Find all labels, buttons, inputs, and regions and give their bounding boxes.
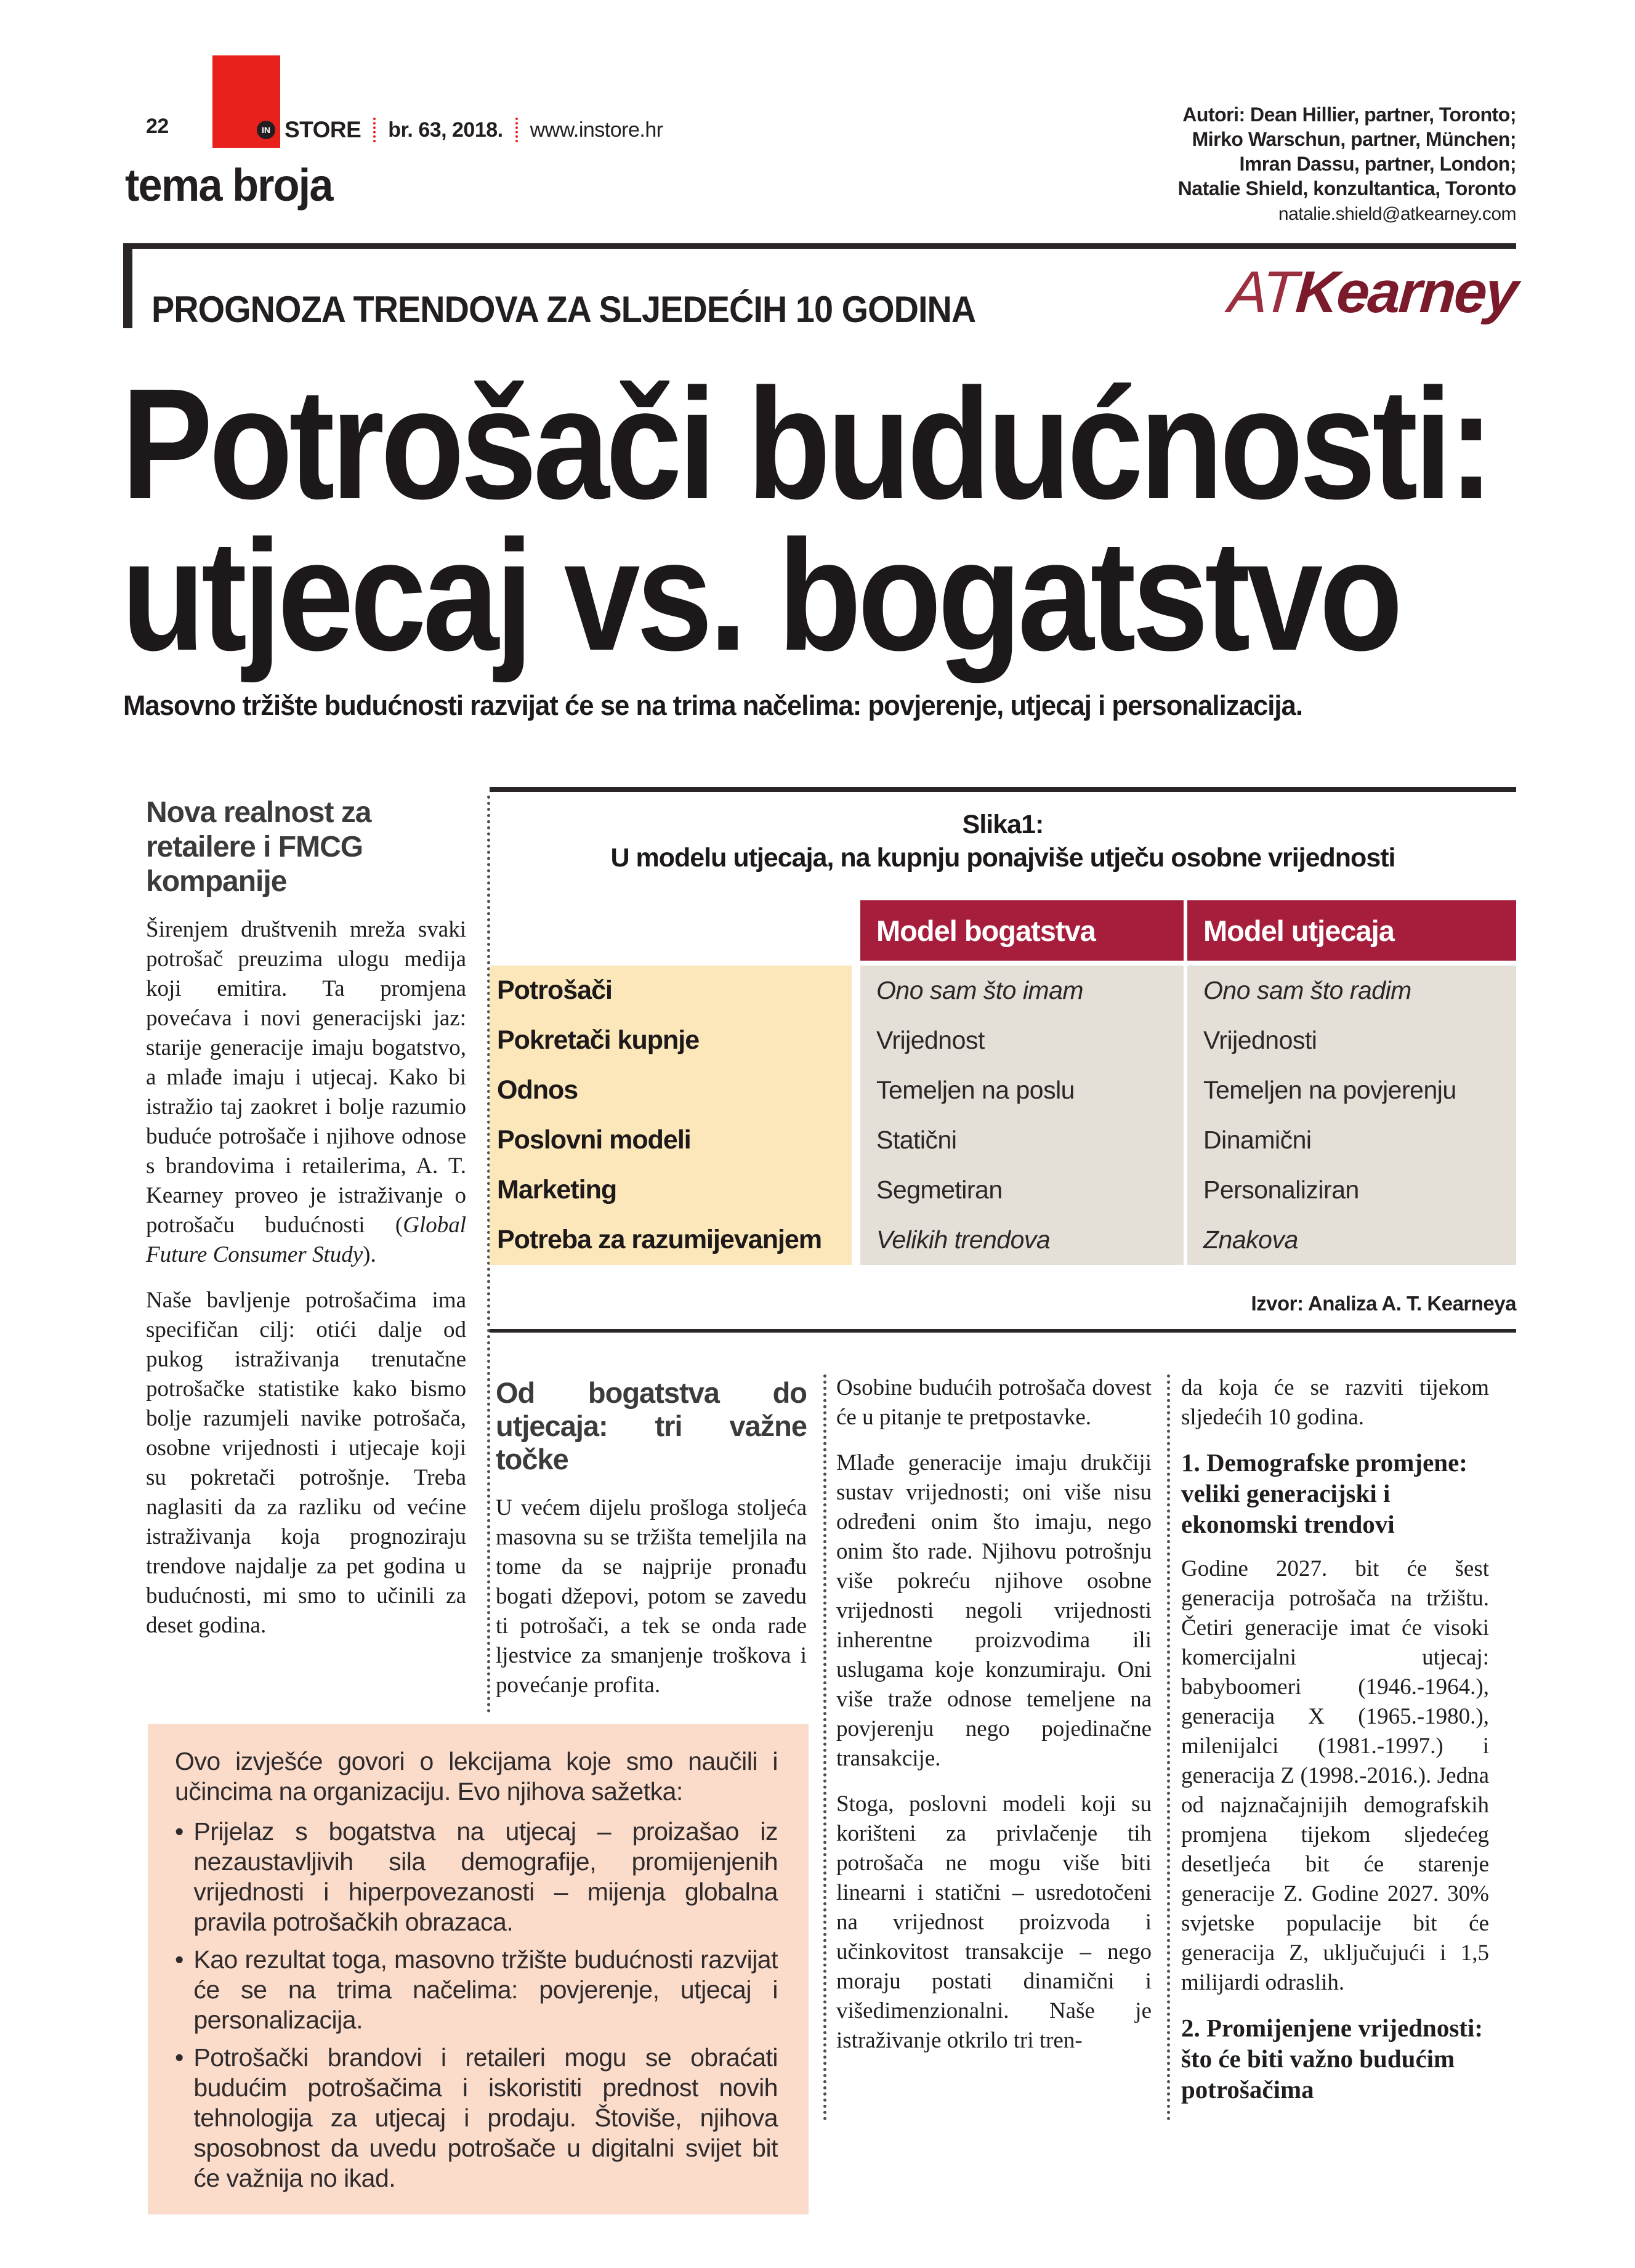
- row-value-wealth: Statični: [860, 1115, 1184, 1165]
- page-number: 22: [146, 115, 169, 138]
- table-row: [490, 1015, 1516, 1065]
- authors-block: [1178, 102, 1516, 227]
- table-row: [490, 1215, 1516, 1265]
- row-value-influence: Personaliziran: [1187, 1165, 1516, 1215]
- figure-source: Izvor: Analiza A. T. Kearneya: [1251, 1292, 1516, 1315]
- issue-number: br. 63, 2018.: [388, 118, 503, 142]
- author-line: Autori: Dean Hillier, partner, Toronto;: [1182, 103, 1516, 126]
- author-line: Natalie Shield, konzultantica, Toronto: [1177, 177, 1516, 200]
- author-line: Mirko Warschun, partner, München;: [1192, 128, 1516, 150]
- bullet-text: Potrošački brandovi i retaileri mogu se obraćati budućim potrošačima i iskoristiti prednost novih tehnologija za utjecaj i prodaju. Štoviše, njihova sposobnost da uvedu potrošače u digitalni svijet bit će važnija no ikad.: [193, 2043, 778, 2192]
- kicker: PROGNOZA TRENDOVA ZA SLJEDEĆIH 10 GODINA: [151, 289, 976, 330]
- summary-box-intro: Ovo izvješće govori o lekcijama koje smo naučili i učincima na organizaciju. Evo njihova sažetka:: [175, 1747, 778, 1806]
- article-title-line2: utjecaj vs. bogatstvo: [121, 507, 1400, 684]
- table-row: [490, 1115, 1516, 1165]
- table-header-model-bogatstva: Model bogatstva: [860, 900, 1184, 961]
- row-value-wealth: Ono sam što imam: [860, 966, 1184, 1015]
- list-item: [175, 1945, 778, 2035]
- row-value-wealth: Temeljen na poslu: [860, 1065, 1184, 1115]
- paragraph-text: Širenjem društvenih mreža svaki potrošač preuzima ulogu medija koji emitira. Ta promjena povećava i novi generacijski jaz: starije generacije imaju bogatstvo, a mlađe imaju i utjecaj. Kako bi istražio taj zaokret i bolje razumio buduće potrošače i njihove odnose s brandovima i retailerima, A. T. Kearney proveo je istraživanje o potrošaču budućnosti (: [146, 917, 466, 1238]
- masthead-row: [285, 116, 663, 144]
- row-value-influence: Temeljen na povjerenju: [1187, 1065, 1516, 1115]
- row-value-influence: Vrijednosti: [1187, 1015, 1516, 1065]
- atkearney-logo-kearney: Kearney: [1293, 259, 1519, 325]
- column2-paragraph-3: Stoga, poslovni modeli koji su korišteni za privlačenje tih potrošača ne mogu više biti linearni i statični – usredotočeni na vrijednost proizvoda i učinkovitost transakcije – nego moraju postati dinamični i višedimenzionalni. Naše je istraživanje otkrilo tri tren-: [836, 1791, 1152, 2053]
- column2-paragraph-1: Osobine budućih potrošača dovest će u pitanje te pretpostavke.: [836, 1375, 1152, 1430]
- bullet-icon: •: [175, 2043, 184, 2072]
- row-label: Marketing: [490, 1165, 852, 1215]
- author-email-link[interactable]: natalie.shield@atkearney.com: [1278, 204, 1516, 224]
- bullet-icon: •: [175, 1945, 184, 1974]
- left-column-paragraph-1: [146, 915, 466, 1270]
- summary-box: [148, 1724, 809, 2214]
- column2-paragraph-2: Mlađe generacije imaju drukčiji sustav vrijednosti; oni više nisu određeni onim što imaju, nego onim što rade. Njihovu potrošnju više pokreću njihove osobne vrijednosti negoli vrijednosti inherentne proizvodima ili uslugama koje konzumiraju. Oni više traže odnose temeljene na povjerenju nego pojedinačne transakcije.: [836, 1450, 1152, 1771]
- website-link[interactable]: www.instore.hr: [530, 118, 663, 142]
- row-value-wealth: Segmetiran: [860, 1165, 1184, 1215]
- standfirst: Masovno tržište budućnosti razvijat će se na trima načelima: povjerenje, utjecaj i personalizacija.: [123, 690, 1302, 721]
- study-name-italic: Global Future Consumer Study: [146, 1213, 466, 1267]
- column1-paragraph: U većem dijelu prošloga stoljeća masovna su se tržišta temeljila na tome da se najprije pronađu bogati džepovi, potom se zavedu ti potrošači, a tek se onda rade ljestvice za smanjenje troškova i povećanje profita.: [496, 1495, 807, 1698]
- atkearney-logo-at: AT: [1225, 259, 1298, 325]
- article-title-line1: Potrošači budućnosti:: [121, 356, 1491, 532]
- column3-paragraph-0: da koja će se razviti tijekom sljedećih 10 godina.: [1181, 1375, 1489, 1430]
- table-header-row: [860, 900, 1516, 961]
- figure-slika1: [490, 787, 1516, 1333]
- article-column-1: [496, 1376, 807, 1700]
- figure-bottom-rule: [490, 1329, 1516, 1333]
- column-divider: [823, 1374, 826, 2121]
- bullet-text: Kao rezultat toga, masovno tržište budućnosti razvijat će se na trima načelima: povjerenje, utjecaj i personalizacija.: [193, 1945, 778, 2034]
- left-column-paragraph-2: Naše bavljenje potrošačima ima specifičan cilj: otići dalje od pukog istraživanja trenutačne potrošačke statistike kako bismo bolje razumjeli navike potrošača, osobne vrijednosti i utjecaje koji su pokretači potrošnje. Treba naglasiti da za razliku od većine istraživanja koja prognoziraju trendove najdalje za pet godina u budućnosti, mi smo to učinili za deset godina.: [146, 1288, 466, 1638]
- atkearney-logo: [1226, 259, 1519, 326]
- row-label: Pokretači kupnje: [490, 1015, 852, 1065]
- bullet-icon: •: [175, 1817, 184, 1846]
- row-value-influence: Ono sam što radim: [1187, 966, 1516, 1015]
- row-label: Poslovni modeli: [490, 1115, 852, 1165]
- summary-box-bullets: [175, 1817, 778, 2193]
- column-divider: [1167, 1374, 1170, 2121]
- row-label: Potreba za razumijevanjem: [490, 1215, 852, 1265]
- row-value-influence: Znakova: [1187, 1215, 1516, 1265]
- column1-heading: Od bogatstva do utjecaja: tri važne točke: [496, 1376, 807, 1475]
- paragraph-text: ).: [363, 1242, 376, 1267]
- table-row: [490, 966, 1516, 1015]
- row-label: Odnos: [490, 1065, 852, 1115]
- row-value-wealth: Vrijednost: [860, 1015, 1184, 1065]
- row-value-wealth: Velikih trendova: [860, 1215, 1184, 1265]
- article-column-3: [1181, 1373, 1489, 2105]
- row-label: Potrošači: [490, 966, 852, 1015]
- header-rule-stub: [123, 243, 132, 328]
- article-title: [121, 356, 1635, 684]
- column3-paragraph-1: Godine 2027. bit će šest generacija potrošača na tržištu. Četiri generacije imat će visoki komercijalni utjecaj: babyboomeri (1946.-1964.), generacija X (1965.-1980.), milenijalci (1981.-1997.) i generacija Z (1998.-2016.). Jedna od najznačajnijih demografskih promjena tijekom sljedećeg desetljeća bit će starenje generacije Z. Godine 2027. 30% svjetske populacije bit će generacija Z, uključujući i 1,5 milijardi odraslih.: [1181, 1556, 1489, 1995]
- list-item: [175, 1817, 778, 1937]
- list-item: [175, 2043, 778, 2193]
- row-value-influence: Dinamični: [1187, 1115, 1516, 1165]
- left-column-heading: Nova realnost za retailere i FMCG kompanije: [146, 796, 371, 898]
- table-body: [490, 966, 1516, 1265]
- dotted-separator: [373, 118, 376, 142]
- column3-heading-2: 2. Promijenjene vrijednosti: što će biti važno budućim potrošačima: [1181, 2014, 1483, 2104]
- section-title: tema broja: [125, 159, 333, 211]
- dotted-separator: [515, 118, 518, 142]
- author-line: Imran Dassu, partner, London;: [1239, 153, 1516, 175]
- figure-caption: U modelu utjecaja, na kupnju ponajviše utječu osobne vrijednosti: [610, 843, 1395, 873]
- table-header-model-utjecaja: Model utjecaja: [1187, 900, 1516, 961]
- column3-heading-1: 1. Demografske promjene: veliki generacijski i ekonomski trendovi: [1181, 1448, 1467, 1538]
- figure-title: Slika1:: [962, 810, 1044, 839]
- table-row: [490, 1065, 1516, 1115]
- instore-badge-icon: IN: [257, 121, 275, 139]
- figure-top-rule: [490, 787, 1516, 792]
- article-column-2: [836, 1373, 1152, 2056]
- left-column: [146, 796, 466, 1640]
- brand-name: STORE: [285, 117, 361, 142]
- header-rule: [123, 243, 1516, 249]
- table-row: [490, 1165, 1516, 1215]
- bullet-text: Prijelaz s bogatstva na utjecaj – proizašao iz nezaustavljivih sila demografije, promijenjenih vrijednosti i hiperpovezanosti – mijenja globalna pravila potrošačkih obrazaca.: [193, 1817, 778, 1936]
